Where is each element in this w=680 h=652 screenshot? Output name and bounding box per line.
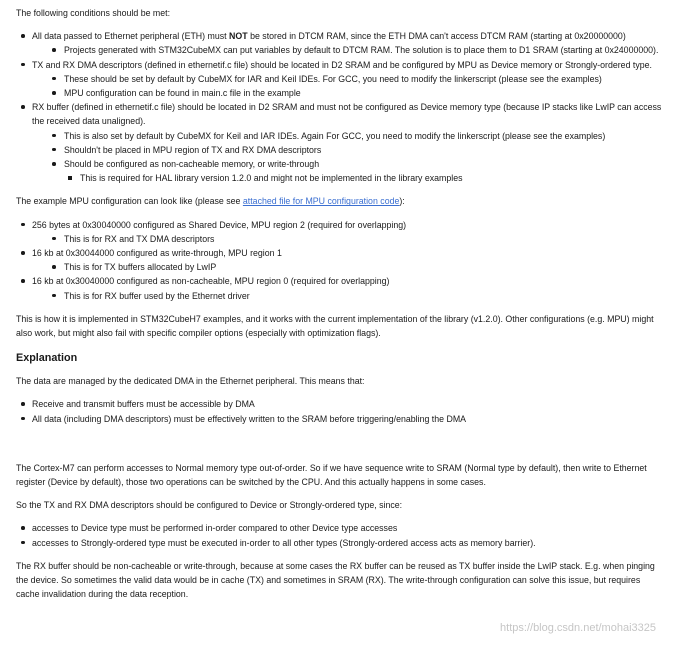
sub-item-text: These should be set by default by CubeMX for IAR and Keil IDEs. For GCC, you need to modify the linkerscript (please see the examples)	[64, 73, 602, 84]
mpu-item	[16, 274, 662, 302]
square-bullet-icon	[68, 176, 72, 180]
list-item-text: All data (including DMA descriptors) must be effectively written to the SRAM before triggering/enabling the DMA	[32, 413, 467, 424]
mpu-config-file-link[interactable]: attached file for MPU configuration code	[242, 196, 400, 207]
sub-item	[32, 143, 662, 157]
bullet-icon	[52, 77, 56, 81]
explanation-paragraph: The data are managed by the dedicated DMA in the Ethernet peripheral. This means that:	[16, 376, 365, 387]
mpu-item-text: 16 kb at 0x30040000 configured as non-cacheable, MPU region 0 (required for overlapping)	[32, 276, 390, 287]
bullet-icon	[52, 48, 56, 52]
sub-sub-item	[32, 171, 662, 185]
emphasis-not: NOT	[229, 31, 248, 42]
sub-item-text: MPU configuration can be found in main.c file in the example	[64, 88, 301, 99]
sub-item	[32, 260, 662, 274]
sub-list	[32, 289, 662, 303]
bullet-icon	[21, 402, 25, 406]
bullet-icon	[21, 251, 25, 255]
sub-item	[32, 86, 662, 100]
bullet-icon	[21, 223, 25, 227]
condition-text: All data passed to Ethernet peripheral (ETH) must	[32, 31, 230, 42]
bullet-icon	[21, 526, 25, 530]
spacer	[16, 435, 662, 461]
mpu-item	[16, 246, 662, 274]
sub-item-text: Should be configured as non-cacheable memory, or write-through	[64, 159, 320, 170]
mpu-item-text: 256 bytes at 0x30040000 configured as Shared Device, MPU region 2 (required for overlapping)	[32, 219, 407, 230]
bullet-icon	[21, 63, 25, 67]
sub-list	[32, 232, 662, 246]
list-item	[16, 412, 662, 426]
bullet-icon	[21, 417, 25, 421]
sub-item	[32, 232, 662, 246]
mpu-item	[16, 218, 662, 246]
mpu-item-text: 16 kb at 0x30044000 configured as write-through, MPU region 1	[32, 248, 282, 259]
sub-list	[32, 260, 662, 274]
list-item-text: accesses to Device type must be performed in-order compared to other Device type accesses	[32, 523, 398, 534]
condition-item	[16, 29, 662, 57]
explanation-paragraph: The Cortex-M7 can perform accesses to Normal memory type out-of-order. So if we have sequence write to SRAM (Normal type by default), then write to Ethernet register (Device by default), those two operations can be switched by the CPU. And this actually happens in some cases.	[16, 462, 647, 488]
condition-text-rest: be stored in DTCM RAM, since the ETH DMA can't access DTCM RAM (starting at 0x20000000)	[247, 31, 626, 42]
condition-text: RX buffer (defined in ethernetif.c file) should be located in D2 SRAM and must not be configured as Device memory type (because IP stacks like LwIP can access the received data unaligned).	[32, 102, 662, 127]
sub-item-text: Projects generated with STM32CubeMX can put variables by default to DTCM RAM. The solution is to place them to D1 SRAM (starting at 0x24000000).	[64, 45, 659, 56]
bullet-icon	[52, 294, 56, 298]
list-item	[16, 397, 662, 411]
list-item-text: Receive and transmit buffers must be accessible by DMA	[32, 399, 255, 410]
sub-item	[32, 129, 662, 143]
sub-item	[32, 157, 662, 171]
sub-item	[32, 72, 662, 86]
sub-item	[32, 43, 662, 57]
explanation-paragraph: So the TX and RX DMA descriptors should be configured to Device or Strongly-ordered type, since:	[16, 500, 403, 511]
bullet-icon	[21, 105, 25, 109]
sub-sub-item-text: This is required for HAL library version 1.2.0 and might not be implemented in the library examples	[80, 173, 463, 184]
intro-text: The following conditions should be met:	[16, 8, 171, 18]
bullet-icon	[52, 162, 56, 166]
mpu-intro-before: The example MPU configuration can look like (please see	[16, 196, 243, 207]
bullet-icon	[21, 34, 25, 38]
bullet-icon	[52, 148, 56, 152]
sub-list	[32, 43, 662, 57]
explanation-paragraph: The RX buffer should be non-cacheable or write-through, because at some cases the RX buffer can be reused as TX buffer inside the LwIP stack. E.g. when pinging the device. So sometimes the valid data would be in cache (TX) and sometimes in SRAM (RX). The write-through configuration can solve this issue, but requires cache invalidation during the data reception.	[16, 560, 655, 600]
sub-item-text: This is also set by default by CubeMX for Keil and IAR IDEs. Again For GCC, you need to modify the linkerscript (please see the examples)	[64, 130, 606, 141]
bullet-icon	[52, 265, 56, 269]
list-item	[16, 521, 662, 535]
list-item	[16, 536, 662, 550]
watermark: https://blog.csdn.net/mohai3325	[500, 622, 656, 634]
section-heading: Explanation	[16, 352, 78, 365]
bullet-icon	[21, 279, 25, 283]
bullet-icon	[21, 541, 25, 545]
conditions-list	[16, 29, 662, 185]
bullet-icon	[52, 91, 56, 95]
sub-list	[32, 129, 662, 172]
mpu-config-list	[16, 218, 662, 303]
sub-item	[32, 289, 662, 303]
bullet-icon	[52, 134, 56, 138]
sub-item-text: This is for RX buffer used by the Ethernet driver	[64, 290, 250, 301]
sub-item-text: This is for TX buffers allocated by LwIP	[64, 262, 217, 273]
explanation-list	[16, 397, 662, 425]
implementation-paragraph: This is how it is implemented in STM32CubeH7 examples, and it works with the current implementation of the library (v1.2.0). Other configurations (e.g. MPU) might also work, but might also fail with specific compiler options (especially with optimization flags).	[16, 313, 654, 339]
sub-list	[32, 72, 662, 100]
bullet-icon	[52, 237, 56, 241]
mpu-intro-after: ):	[399, 196, 405, 207]
sub-item-text: This is for RX and TX DMA descriptors	[64, 233, 215, 244]
list-item-text: accesses to Strongly-ordered type must be executed in-order to all other types (Strongly-ordered access acts as memory barrier).	[32, 537, 536, 548]
sub-item-text: Shouldn't be placed in MPU region of TX and RX DMA descriptors	[64, 144, 322, 155]
sub-sub-list	[32, 171, 662, 185]
ordering-list	[16, 521, 662, 549]
mpu-intro-text	[16, 194, 662, 208]
condition-item	[16, 100, 662, 185]
condition-item	[16, 58, 662, 101]
condition-text: TX and RX DMA descriptors (defined in ethernetif.c file) should be located in D2 SRAM and be configured by MPU as Device memory or Strongly-ordered type.	[32, 59, 652, 70]
